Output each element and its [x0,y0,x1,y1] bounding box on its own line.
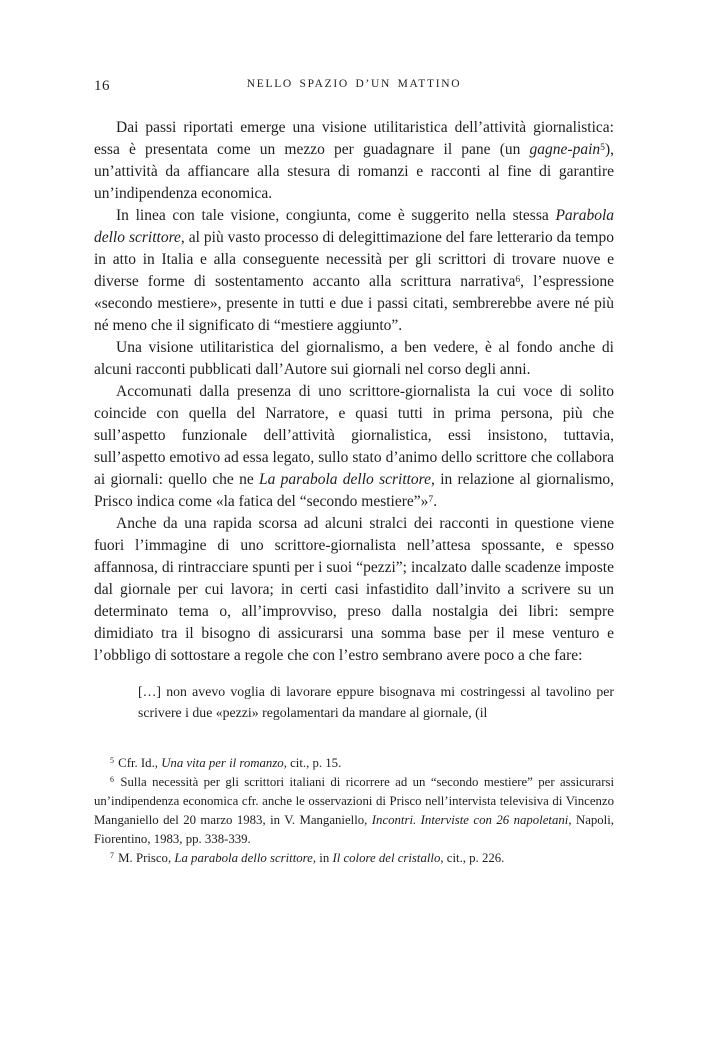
footnote: $^7$ M. Prisco, La parabola dello scrittore, in Il colore del cristallo, cit., p. 226. [110,851,505,865]
paragraph: Accomunati dalla presenza di uno scrittore-giornalista la cui voce di solito coincide con quella del Narratore, e quasi tutti in prima persona, più che sull’aspetto funzionale dell’attività giornalistica, essi insistono, tuttavia, sull’aspetto emotivo ad essa legato, sullo stato d’animo dello scrittore che collabora ai giornali: quello che ne La parabola dello scrittore, in relazione al giornalismo, Prisco indica come «la fatica del “secondo mestiere”»$^7$. [94,383,615,510]
text-column [94,117,614,868]
body-paragraphs [94,117,614,667]
footnote-marker: 6 [110,775,114,785]
footnote-marker: 7 [110,851,114,861]
page-header [94,78,614,98]
paragraph: Dai passi riportati emerge una visione utilitaristica dell’attività giornalistica: essa è presentata come un mezzo per guadagnare il pane (un gagne-pain$^5$), un’attività da affiancare alla stesura di romanzi e racconti al fine di garantire un’indipendenza economica. [94,119,614,202]
footnote: $^5$ Cfr. Id., Una vita per il romanzo, cit., p. 15. [110,756,342,770]
paragraph: Una visione utilitaristica del giornalismo, a ben vedere, è al fondo anche di alcuni racconti pubblicati dall’Autore sui giornali nel corso degli anni. [94,339,614,378]
running-head-title: NELLO SPAZIO D’UN MATTINO [246,78,462,90]
paragraph: Anche da una rapida scorsa ad alcuni stralci dei racconti in questione viene fuori l’immagine di uno scrittore-giornalista nell’attesa spossante, e spesso affannosa, di rintracciare spunti per i suoi “pezzi”; incalzato dalle scadenze imposte dal giornale per cui lavora; in certi casi infastidito dall’invito a scrivere su un determinato tema o, all’improvviso, preso dalla nostalgia dei libri: sempre dimidiato tra il bisogno di assicurarsi una somma base per il mese venturo e l’obbligo di sottostare a regole che con l’estro sembrano avere poco a che fare: [94,515,614,664]
footnote-marker: 5 [110,756,114,766]
paragraph: In linea con tale visione, congiunta, come è suggerito nella stessa Parabola dello scrittore, al più vasto processo di delegittimazione del fare letterario da tempo in atto in Italia e alla conseguente necessità per gli scrittori di trovare nuove e diverse forme di sostentamento accanto alla scrittura narrativa$^6$, l’espressione «secondo mestiere», presente in tutti e due i passi citati, sembrerebbe avere né più né meno che il significato di “mestiere aggiunto”. [94,207,615,334]
footnotes-section [94,754,614,868]
footnote: $^6$ Sulla necessità per gli scrittori italiani di ricorrere ad un “secondo mestiere” per assicurarsi un’indipendenza economica cfr. anche le osservazioni di Prisco nell’intervista televisiva di Vincenzo Manganiello del 20 marzo 1983, in V. Manganiello, Incontri. Interviste con 26 napoletani, Napoli, Fiorentino, 1983, pp. 338-339. [94,775,615,846]
block-quote: […] non avevo voglia di lavorare eppure bisognava mi costringessi al tavolino per scrivere i due «pezzi» regolamentari da mandare al giornale, (il [138,684,614,720]
page-number: 16 [94,78,110,94]
